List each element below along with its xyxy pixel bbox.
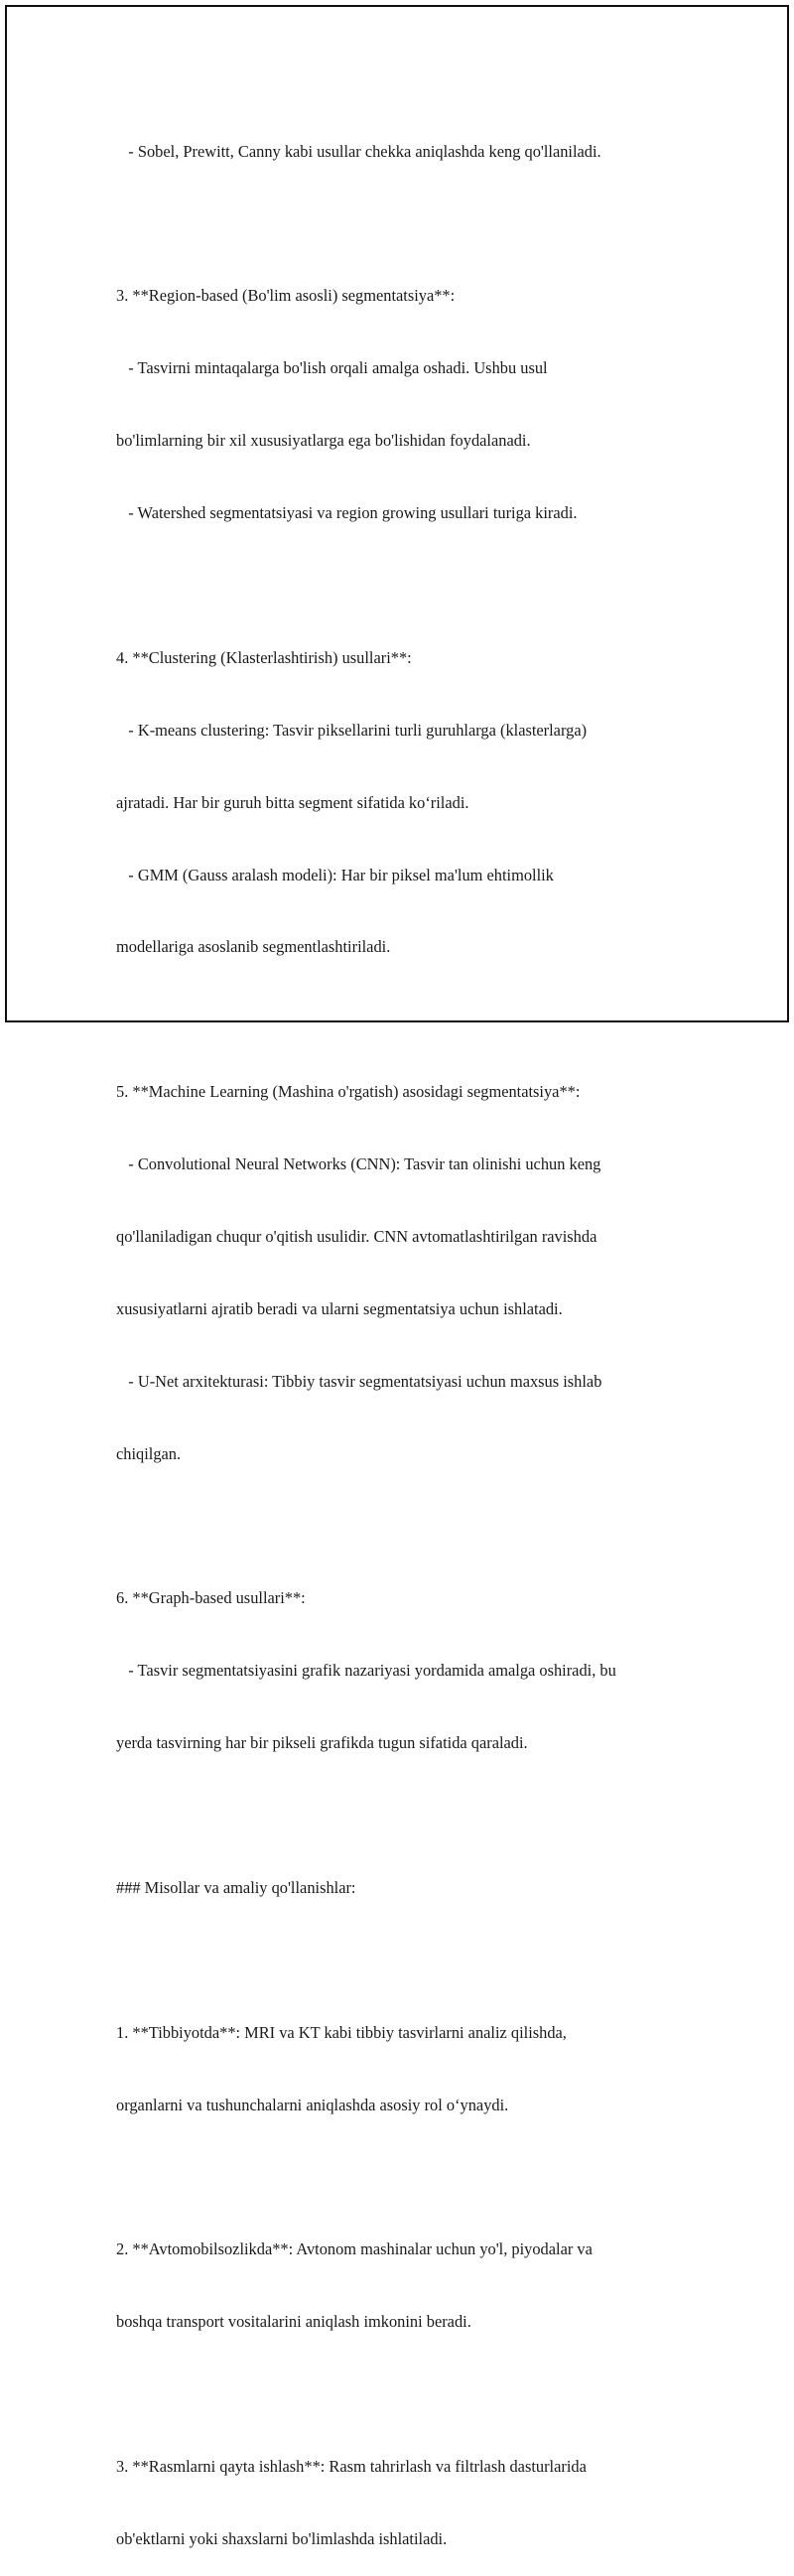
section-heading-4: 4. **Clustering (Klasterlashtirish) usullari**:: [116, 647, 412, 667]
text-line: bo'limlarning bir xil xususiyatlarga ega bo'lishidan foydalanadi.: [116, 431, 531, 451]
example-item-3: 3. **Rasmlarni qayta ishlash**: Rasm tahrirlash va filtrlash dasturlarida: [116, 2457, 587, 2477]
blank-line: [116, 211, 712, 235]
blank-line: [116, 574, 712, 598]
text-line: boshqa transport vositalarini aniqlash imkonini beradi.: [116, 2312, 471, 2332]
section-heading-3: 3. **Region-based (Bo'lim asosli) segmentatsiya**:: [116, 286, 456, 306]
text-line: modellariga asoslanib segmentlashtiriladi.: [116, 937, 391, 957]
text-line: - Convolutional Neural Networks (CNN): Tasvir tan olinishi uchun keng: [116, 1154, 601, 1174]
text-line: - Sobel, Prewitt, Canny kabi usullar chekka aniqlashda keng qo'llaniladi.: [116, 141, 601, 161]
text-line: - U-Net arxitekturasi: Tibbiy tasvir segmentatsiyasi uchun maxsus ishlab: [116, 1371, 602, 1391]
text-line: - Tasvirni mintaqalarga bo'lish orqali amalga oshadi. Ushbu usul: [116, 358, 548, 378]
examples-heading: ### Misollar va amaliy qo'llanishlar:: [116, 1877, 356, 1897]
text-line: - Watershed segmentatsiyasi va region growing usullari turiga kiradi.: [116, 503, 578, 523]
blank-line: [116, 1515, 712, 1539]
section-heading-6: 6. **Graph-based usullari**:: [116, 1588, 306, 1608]
example-item-2: 2. **Avtomobilsozlikda**: Avtonom mashinalar uchun yo'l, piyodalar va: [116, 2239, 593, 2259]
text-line: xususiyatlarni ajratib beradi va ularni segmentatsiya uchun ishlatadi.: [116, 1298, 563, 1318]
blank-line: [116, 2166, 712, 2190]
blank-line: [116, 1804, 712, 1828]
text-line: yerda tasvirning har bir pikseli grafikda tugun sifatida qaraladi.: [116, 1733, 528, 1753]
blank-line: [116, 2382, 712, 2406]
text-line: ajratadi. Har bir guruh bitta segment sifatida koʻriladi.: [116, 792, 469, 812]
section-heading-5: 5. **Machine Learning (Mashina o'rgatish) asosidagi segmentatsiya**:: [116, 1082, 581, 1102]
text-line: organlarni va tushunchalarni aniqlashda asosiy rol oʻynaydi.: [116, 2095, 509, 2114]
example-item-1: 1. **Tibbiyotda**: MRI va KT kabi tibbiy tasvirlarni analiz qilishda,: [116, 2022, 567, 2042]
text-line: - GMM (Gauss aralash modeli): Har bir piksel ma'lum ehtimollik: [116, 865, 554, 884]
text-line: - K-means clustering: Tasvir piksellarini turli guruhlarga (klasterlarga): [116, 720, 588, 740]
document-body: [116, 91, 712, 2576]
blank-line: [116, 1949, 712, 1972]
text-line: - Tasvir segmentatsiyasini grafik nazariyasi yordamida amalga oshiradi, bu: [116, 1661, 616, 1681]
text-line: qo'llaniladigan chuqur o'qitish usulidir. CNN avtomatlashtirilgan ravishda: [116, 1226, 597, 1246]
text-line: chiqilgan.: [116, 1443, 182, 1463]
text-line: ob'ektlarni yoki shaxslarni bo'limlashda ishlatiladi.: [116, 2528, 448, 2548]
blank-line: [116, 1008, 712, 1031]
